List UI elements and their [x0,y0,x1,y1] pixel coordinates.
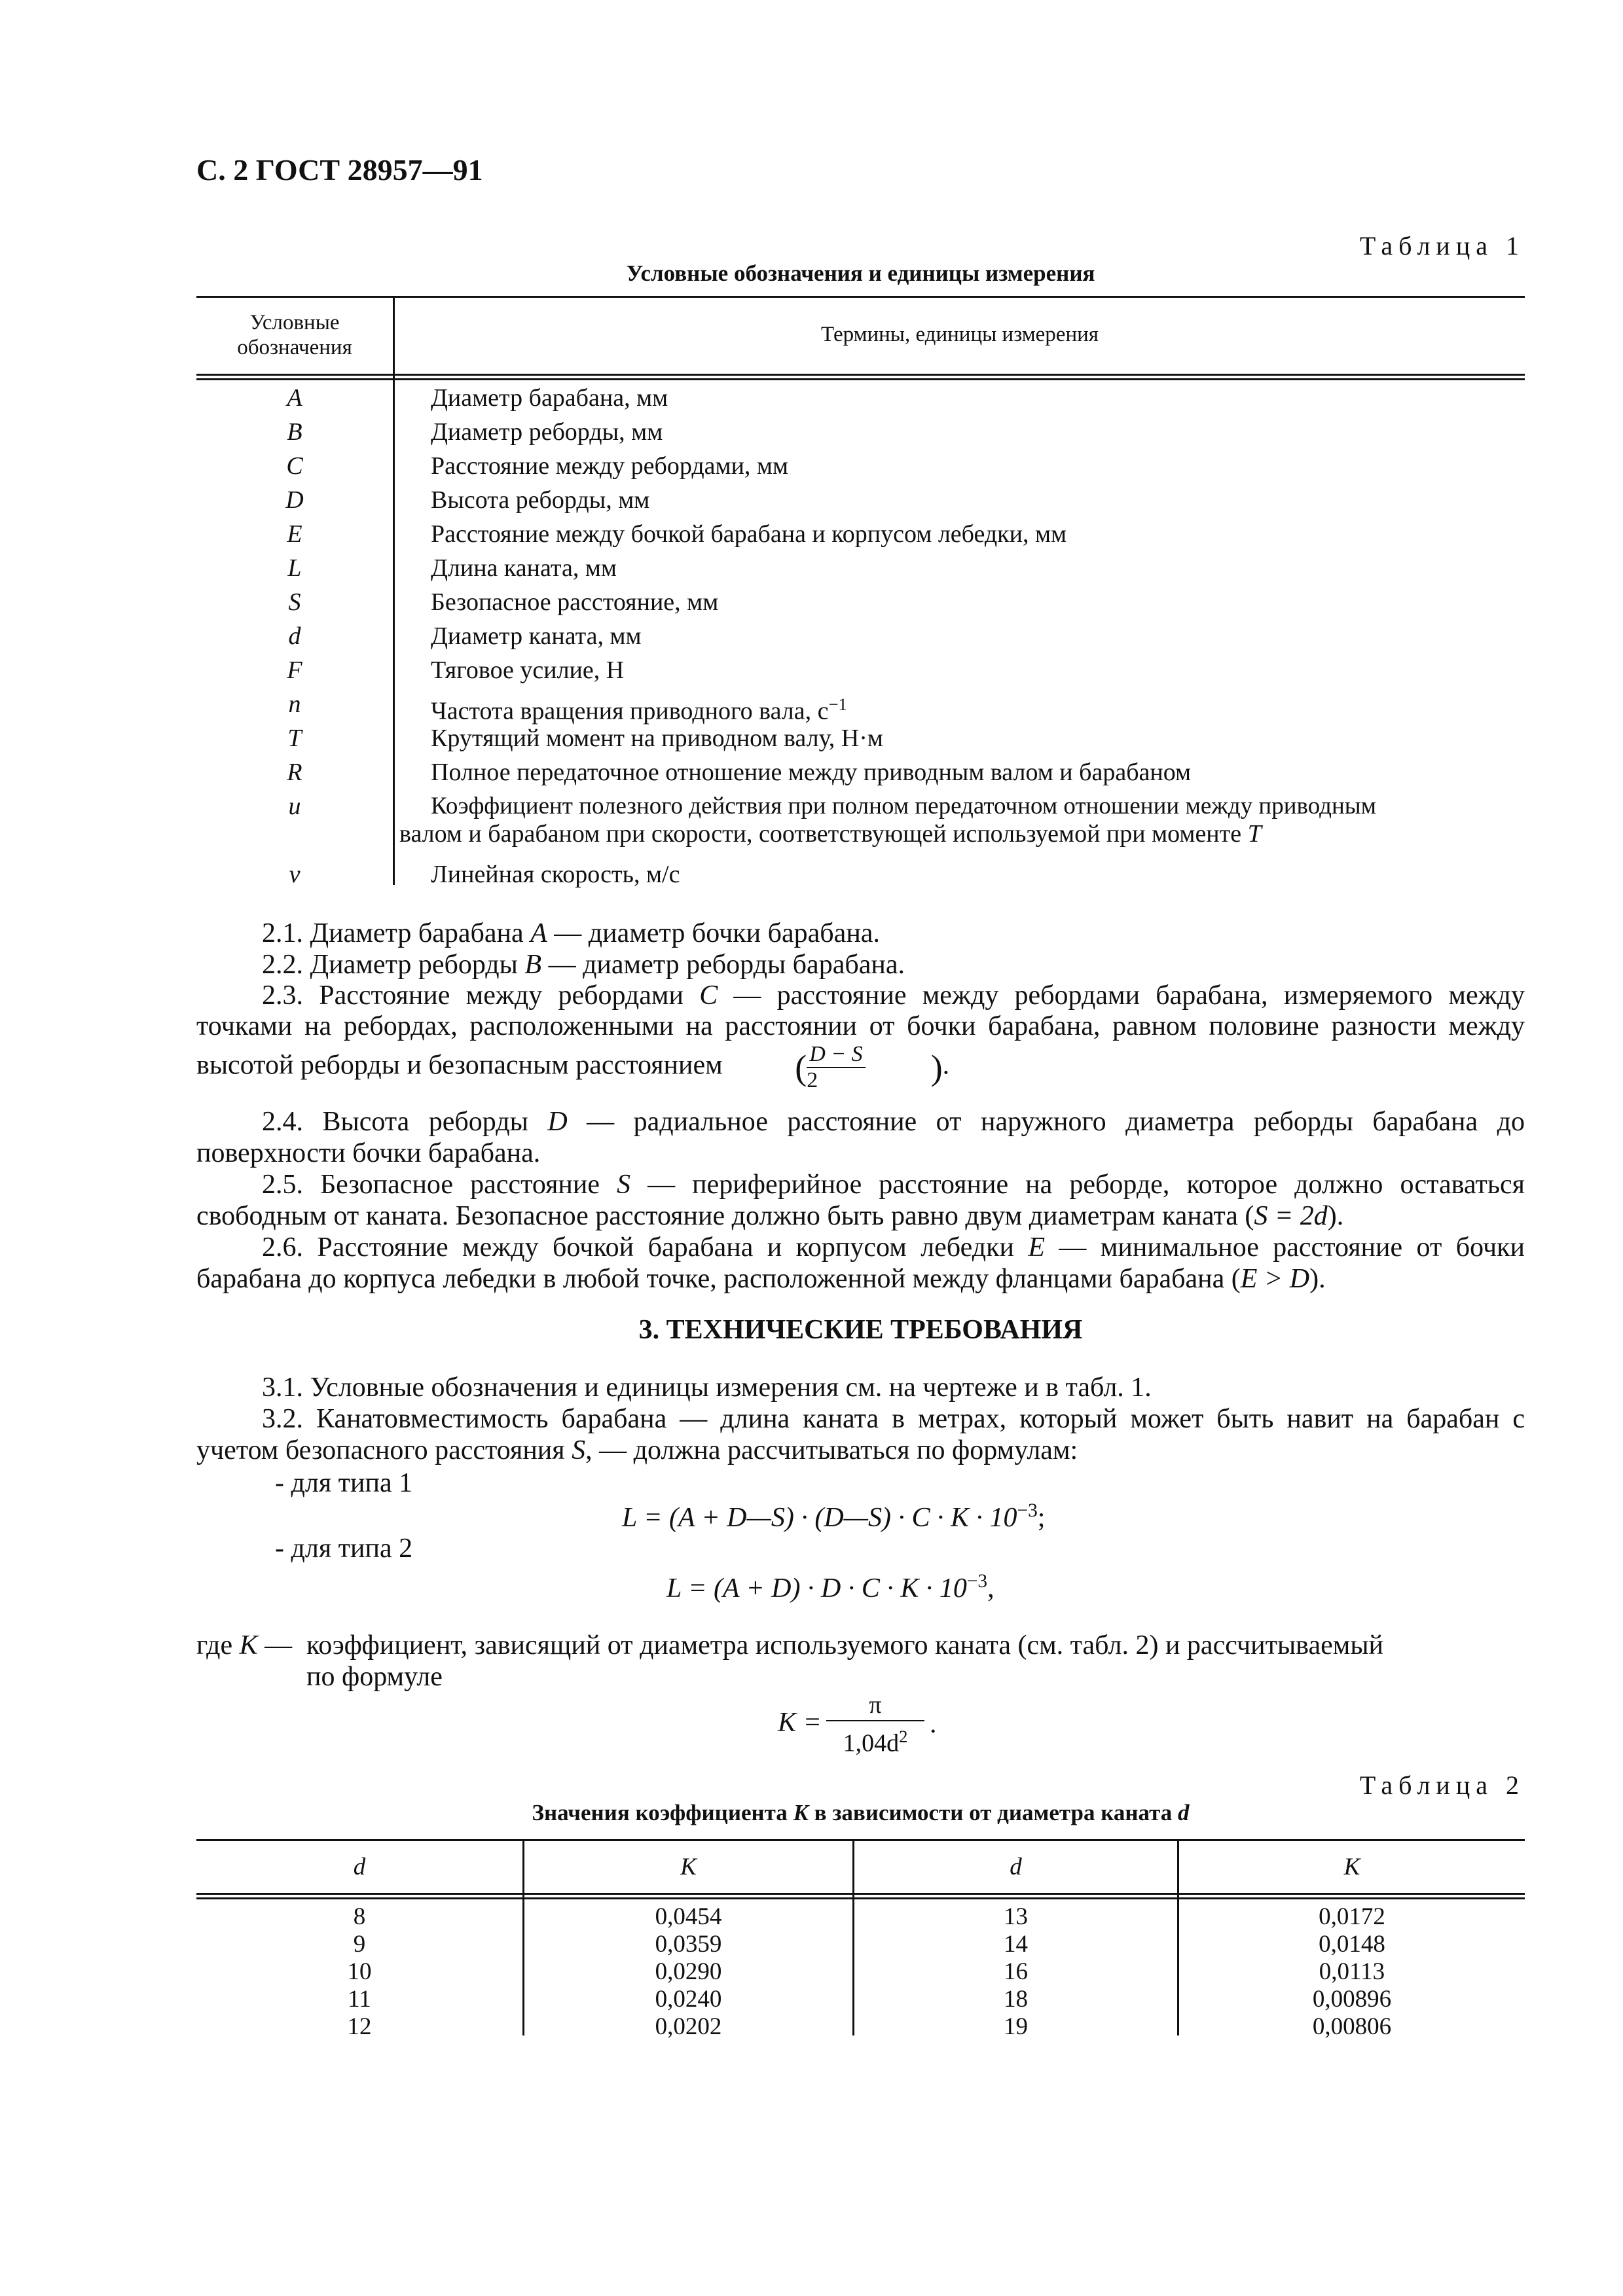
where-symbol: K [239,1630,258,1660]
paragraph-2-5 [196,1169,1525,1232]
table-cell-d: 14 [1004,1931,1028,1958]
table-row [196,1903,522,2041]
table-row-symbol: S [288,588,301,616]
table-cell-k: 0,0202 [655,2013,722,2040]
formula-type-2 [666,1571,994,1604]
para-symbol: D [547,1107,568,1137]
para-text: — расстояние между ребордами барабана, измеряемого между точками на ребордах, расположенными на расстоянии от бочки барабана, равном половине разности между высотой реборды и безопасным расстоянием [196,980,1525,1081]
paragraph-2-3: 2.3. Расстояние между ребордами C — расстояние между ребордами барабана, измеряемого между точками на ребордах, расположенными на расстоянии от бочки барабана, равном половине разности между высотой реборды и безопасным расстоянием ( $\frac{D - S}{2}$ ). [196,980,1525,1092]
para-text: ). [1327,1201,1344,1231]
table2-head-rule-2 [196,1897,1525,1899]
formula-k-numerator: π [826,1690,924,1721]
term-superscript: −1 [828,694,847,714]
table2-title-text: в зависимости от диаметра каната [808,1800,1178,1825]
table-cell-d: 19 [1004,2013,1028,2040]
table2-header-d: d [1010,1854,1022,1880]
table-row-term: Тяговое усилие, Н [431,656,625,684]
para-text: — радиальное расстояние от наружного диаметра реборды барабана до поверхности бочки барабана. [196,1107,1525,1168]
table-cell-k: 0,0172 [1319,1903,1385,1930]
formula-end: ; [1037,1503,1046,1533]
table-row-symbol: D [285,486,304,514]
fraction-d-minus-s-over-2: ( [795,1048,807,1087]
table2-title-symbol: K [793,1800,809,1825]
type-1-label: - для типа 1 [275,1468,413,1498]
table2-title [196,1800,1525,1826]
para-text: 2.1. Диаметр барабана [262,918,531,948]
table2-header-d: d [353,1854,366,1880]
para-text: , — должна рассчитываться по формулам: [585,1435,1078,1465]
table-row-term: Высота реборды, мм [431,486,650,514]
para-symbol: A [530,918,547,948]
table-row-symbol: R [287,759,302,786]
formula-exponent: −3 [1017,1500,1038,1521]
para-text: 3.2. Канатовместимость барабана — длина каната в метрах, который может быть навит на барабан с учетом безопасного расстояния [196,1404,1525,1465]
table-cell-d: 9 [353,1931,366,1958]
table1-column-divider [393,296,395,885]
table-row-term: Диаметр барабана, мм [431,384,668,412]
fraction [807,1042,866,1093]
para-symbol: S [572,1435,586,1465]
para-text: — периферийное расстояние на реборде, которое должно оставаться свободным от каната. Безопасное расстояние должно быть равно двум диаметрам каната ( [196,1170,1525,1231]
table-row-symbol: n [288,691,301,718]
table-row-term [431,690,1525,726]
table-row [524,1903,852,2041]
paragraph-2-1 [196,918,1525,949]
table-cell-k: 0,00806 [1312,2013,1392,2040]
fraction-close-paren: ) [930,1048,943,1087]
table2-top-rule [196,1839,1525,1841]
table-row-term: Коэффициент полезного действия при полном передаточном отношении между приводным [431,793,1377,819]
table-cell-k: 0,0148 [1319,1931,1385,1958]
table-row-term: Расстояние между бочкой барабана и корпусом лебедки, мм [431,520,1067,548]
table-row-symbol: F [287,656,302,684]
table-cell-d: 16 [1004,1958,1028,1985]
table-row-symbol: A [287,384,302,412]
formula-k-lhs: K = [778,1708,822,1738]
table-row-term: Линейная скорость, м/с [431,861,680,888]
table-cell-d: 13 [1004,1903,1028,1930]
table1-title: Условные обозначения и единицы измерения [626,260,1095,286]
table-row-symbol: v [289,861,301,888]
table2-header-k: K [680,1854,697,1880]
table-cell-d: 8 [353,1903,366,1930]
para-text: 2.6. Расстояние между бочкой барабана и корпусом лебедки [262,1232,1029,1263]
type-2-label: - для типа 2 [275,1534,413,1564]
table-cell-k: 0,0113 [1319,1958,1385,1985]
table-cell-k: 0,00896 [1312,1986,1392,2013]
formula-text: L = (A + D—S) · (D—S) · C · K · 10 [622,1503,1017,1533]
table-row-symbol: u [288,793,301,820]
section-3-title: 3. ТЕХНИЧЕСКИЕ ТРЕБОВАНИЯ [638,1315,1083,1345]
paragraph-3-1: 3.1. Условные обозначения и единицы измерения см. на чертеже и в табл. 1. [262,1372,1152,1403]
table-row-symbol: d [288,622,301,650]
table-row-term: Безопасное расстояние, мм [431,588,719,616]
formula-k-denominator-text: 1,04d [843,1729,900,1757]
table-row-term: Крутящий момент на приводном валу, Н·м [431,725,883,752]
para-text: — диаметр реборды барабана. [541,950,905,980]
term-symbol: T [1247,820,1262,848]
table2-head-rule-1 [196,1893,1525,1895]
para-text: 2.3. Расстояние между ребордами [262,980,700,1011]
formula-type-1 [622,1500,1045,1534]
table-row-symbol: L [287,554,302,582]
table-row [1179,1903,1525,2041]
table1-top-rule [196,296,1525,298]
table-cell-d: 11 [348,1986,371,2013]
para-equation: S = 2d [1254,1201,1328,1231]
table2-header-k: K [1343,1854,1360,1880]
para-text: 2.4. Высота реборды [262,1107,548,1137]
paragraph-2-4 [196,1106,1525,1169]
table2-title-text: Значения коэффициента [532,1800,793,1825]
fraction-numerator: D − S [807,1042,866,1068]
table-row-term: Полное передаточное отношение между приводным валом и барабаном [431,759,1192,786]
table-row-term: Диаметр каната, мм [431,622,642,650]
para-text: — диаметр бочки барабана. [547,918,880,948]
table-row [854,1903,1177,2041]
table-cell-k: 0,0240 [655,1986,722,2013]
fraction-denominator: 2 [807,1068,818,1092]
table-row-term: Длина каната, мм [431,554,617,582]
formula-k-end: . [930,1709,937,1739]
where-dash: — [257,1630,293,1660]
table-row-term: Расстояние между ребордами, мм [431,452,789,480]
para-symbol: B [524,950,542,980]
para-text: — минимальное расстояние от бочки барабана до корпуса лебедки в любой точке, расположенной между фланцами барабана ( [196,1232,1525,1294]
table-cell-k: 0,0359 [655,1931,722,1958]
table1-col2-header: Термины, единицы измерения [821,323,1099,346]
where-definition-2: по формуле [306,1662,443,1692]
table-row-symbol: E [287,520,302,548]
para-symbol: C [699,980,718,1011]
formula-exponent: −3 [966,1571,988,1592]
table-row-symbol: T [287,725,302,752]
formula-k-fraction [826,1690,924,1759]
where-definition: коэффициент, зависящий от диаметра используемого каната (см. табл. 2) и рассчитываемый [306,1630,1384,1660]
table-row-term-continued [399,819,1525,848]
term-continued-text: валом и барабаном при скорости, соответствующей используемой при моменте [399,820,1242,848]
table1-col1-header: Условные обозначения [237,311,352,359]
paragraph-3-2 [196,1403,1525,1466]
table-row-symbol: B [287,418,302,446]
paragraph-2-2 [196,949,1525,980]
term-text: Частота вращения приводного вала, с [431,697,829,725]
where-text: где [196,1630,240,1660]
table-cell-k: 0,0454 [655,1903,722,1930]
para-text: 2.5. Безопасное расстояние [262,1170,617,1200]
para-symbol: E [1028,1232,1046,1263]
table-cell-k: 0,0290 [655,1958,722,1985]
para-text: 2.2. Диаметр реборды [262,950,525,980]
table1-label: Таблица 1 [1359,231,1525,260]
table-cell-d: 12 [347,2013,372,2040]
formula-end: , [987,1573,994,1604]
table-row-symbol: C [286,452,303,480]
page-header: С. 2 ГОСТ 28957—91 [196,153,483,187]
formula-k-exponent: 2 [899,1727,908,1746]
para-equation: E > D [1240,1264,1310,1294]
para-symbol: S [617,1170,631,1200]
table2-label: Таблица 2 [1359,1770,1525,1800]
table1-head-rule-2 [196,378,1525,380]
table1-head-rule-1 [196,374,1525,376]
paragraph-2-6 [196,1232,1525,1295]
table2-title-symbol: d [1178,1800,1190,1825]
formula-text: L = (A + D) · D · C · K · 10 [666,1573,967,1604]
formula-k-denominator [826,1721,924,1759]
para-text: ). [1309,1264,1326,1294]
table-cell-d: 18 [1004,1986,1028,2013]
table-cell-d: 10 [347,1958,372,1985]
table-row-term: Диаметр реборды, мм [431,418,663,446]
